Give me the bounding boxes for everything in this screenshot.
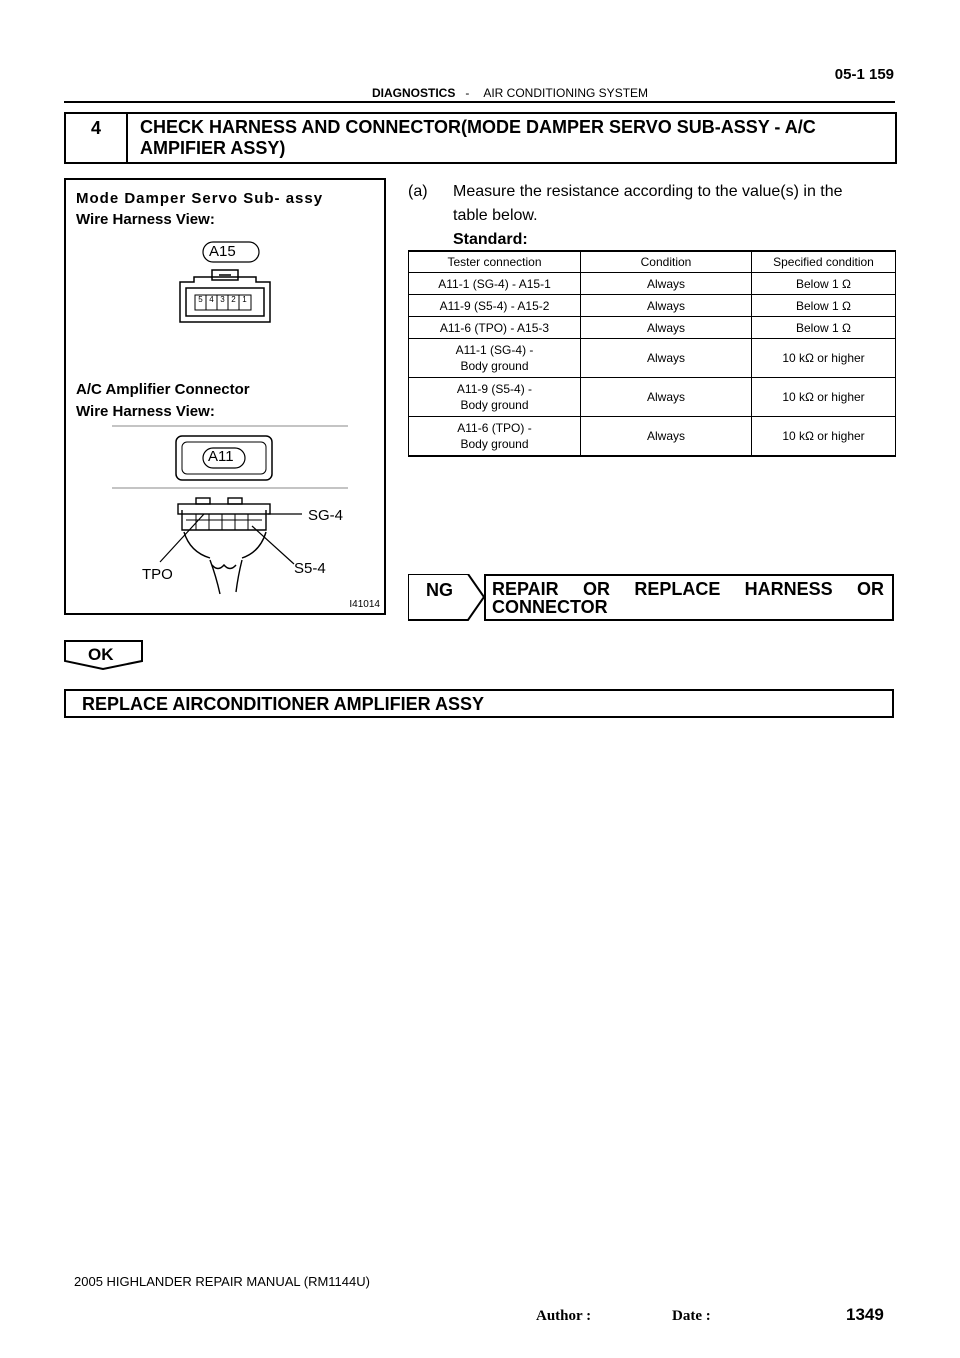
step-title: CHECK HARNESS AND CONNECTOR(MODE DAMPER SERVO SUB-ASSY - A/C AMPIFIER ASSY): [140, 117, 816, 158]
instruction-line2: table below.: [453, 207, 538, 224]
cell-condition: Always: [581, 417, 752, 457]
table-row: [409, 339, 896, 378]
cell-connection-line1: A11-6 (TPO) -: [457, 421, 532, 435]
pin-1: 1: [242, 295, 247, 304]
cell-connection-line2: Body ground: [460, 359, 529, 373]
footer-author-label: Author :: [536, 1308, 592, 1324]
cell-condition: Always: [581, 295, 752, 317]
col-tester-connection: Tester connection: [409, 251, 581, 273]
footer-manual: 2005 HIGHLANDER REPAIR MANUAL (RM1144U): [74, 1274, 370, 1289]
cell-connection: A11-6 (TPO) - A15-3: [409, 317, 581, 339]
final-action-text: REPLACE AIRCONDITIONER AMPLIFIER ASSY: [82, 694, 485, 714]
cell-condition: Always: [581, 273, 752, 295]
a15-pin-numbers: [195, 295, 251, 304]
cell-condition: Always: [581, 378, 752, 417]
instruction-line1: Measure the resistance according to the value(s) in the: [453, 183, 843, 200]
pin-2: 2: [231, 295, 236, 304]
cell-connection-line1: A11-1 (SG-4) -: [455, 343, 534, 357]
final-action-box: [64, 689, 894, 718]
table-row: [409, 295, 896, 317]
cell-connection-line1: A11-9 (S5-4) -: [456, 382, 533, 396]
amp-title: A/C Amplifier Connector: [76, 381, 250, 398]
cell-connection-line2: Body ground: [460, 398, 529, 412]
cell-condition: Always: [581, 317, 752, 339]
cell-connection: A11-9 (S5-4) - A15-2: [409, 295, 581, 317]
header-rule: [64, 101, 895, 103]
amp-view-label: Wire Harness View:: [76, 403, 215, 420]
pin-3: 3: [220, 295, 225, 304]
spec-table: [408, 250, 896, 457]
sg4-label: SG-4: [308, 507, 344, 524]
s54-leader: [252, 526, 294, 564]
ok-tab: [64, 640, 144, 670]
cell-spec: Below 1 Ω: [752, 317, 896, 339]
section-separator: -: [465, 86, 470, 100]
cell-connection-line2: Body ground: [460, 437, 529, 451]
cell-spec: Below 1 Ω: [752, 273, 896, 295]
footer-date-label: Date :: [672, 1308, 711, 1324]
instruction-marker: (a): [408, 183, 428, 200]
table-row: [409, 317, 896, 339]
table-row: [409, 417, 896, 457]
standard-label: Standard:: [453, 231, 528, 248]
instructions: [408, 180, 896, 252]
a11-connector-label: A11: [208, 448, 234, 465]
cell-spec: 10 kΩ or higher: [752, 339, 896, 378]
section-title: [372, 86, 648, 100]
figure-id: I41014: [349, 599, 380, 610]
cell-spec: Below 1 Ω: [752, 295, 896, 317]
cell-connection: [409, 378, 581, 417]
col-condition: Condition: [581, 251, 752, 273]
ng-action-box: [484, 574, 894, 621]
ng-arrow: [408, 574, 486, 622]
cell-spec: 10 kΩ or higher: [752, 378, 896, 417]
ng-action-text: REPAIR OR REPLACE HARNESS OR CONNECTOR: [492, 579, 884, 617]
cell-condition: Always: [581, 339, 752, 378]
cell-spec: 10 kΩ or higher: [752, 417, 896, 457]
connector-figure: [64, 178, 386, 615]
section-sub: AIR CONDITIONING SYSTEM: [483, 86, 649, 100]
servo-title: Mode Damper Servo Sub- assy: [76, 190, 324, 207]
step-number: 4: [66, 114, 128, 162]
s54-label: S5-4: [294, 560, 326, 577]
tpo-label: TPO: [142, 566, 173, 583]
table-header-row: [409, 251, 896, 273]
pin-5: 5: [198, 295, 203, 304]
pin-4: 4: [209, 295, 214, 304]
ok-label: OK: [88, 645, 114, 664]
section-main: DIAGNOSTICS: [372, 86, 456, 100]
page-code: 05-1 159: [834, 66, 894, 83]
col-specified-condition: Specified condition: [752, 251, 896, 273]
step-box: [64, 112, 897, 164]
cell-connection: [409, 339, 581, 378]
servo-view-label: Wire Harness View:: [76, 211, 215, 228]
table-row: [409, 273, 896, 295]
footer-page-number: 1349: [846, 1305, 884, 1324]
cell-connection: [409, 417, 581, 457]
a15-connector-label: A15: [209, 243, 236, 260]
cell-connection: A11-1 (SG-4) - A15-1: [409, 273, 581, 295]
a11-connector: [178, 498, 270, 594]
ng-label: NG: [426, 580, 453, 600]
table-row: [409, 378, 896, 417]
